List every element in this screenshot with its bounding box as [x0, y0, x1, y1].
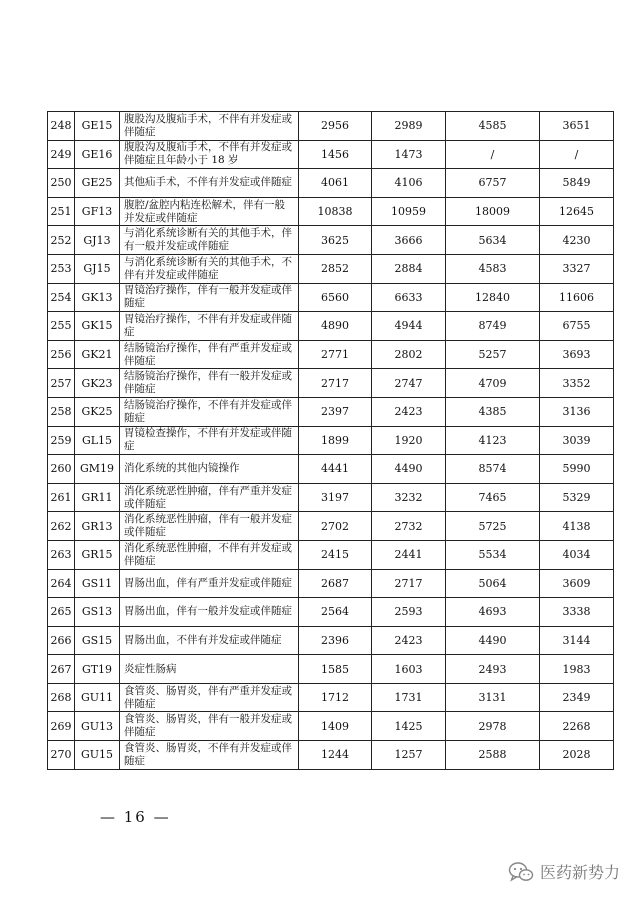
drg-name: 腹腔/盆腔内粘连松解术，伴有一般并发症或伴随症 [120, 197, 299, 226]
row-number: 254 [48, 283, 75, 312]
table-row [48, 226, 614, 255]
value-col-3: 4123 [446, 426, 540, 455]
drg-name: 消化系统恶性肿瘤，伴有一般并发症或伴随症 [120, 512, 299, 541]
value-col-2: 2593 [372, 598, 446, 627]
value-col-2: 2717 [372, 569, 446, 598]
value-col-2: 1425 [372, 712, 446, 741]
drg-name: 胃肠出血，伴有严重并发症或伴随症 [120, 569, 299, 598]
row-number: 262 [48, 512, 75, 541]
drg-code: GK21 [75, 340, 120, 369]
drg-code: GL15 [75, 426, 120, 455]
value-col-1: 6560 [299, 283, 372, 312]
value-col-3: 4693 [446, 598, 540, 627]
drg-name: 胃肠出血，不伴有并发症或伴随症 [120, 626, 299, 655]
table-row [48, 483, 614, 512]
value-col-4: 5849 [540, 169, 614, 198]
value-col-2: 10959 [372, 197, 446, 226]
value-col-4: 12645 [540, 197, 614, 226]
row-number: 269 [48, 712, 75, 741]
table-row [48, 540, 614, 569]
table-row [48, 569, 614, 598]
table-row [48, 426, 614, 455]
value-col-1: 1585 [299, 655, 372, 684]
drg-code: GF13 [75, 197, 120, 226]
drg-code: GK25 [75, 397, 120, 426]
value-col-2: 1257 [372, 741, 446, 770]
value-col-1: 1456 [299, 140, 372, 169]
value-col-3: 2493 [446, 655, 540, 684]
value-col-2: 4944 [372, 312, 446, 341]
value-col-3: 4385 [446, 397, 540, 426]
value-col-1: 4441 [299, 455, 372, 484]
drg-code: GS11 [75, 569, 120, 598]
value-col-2: 3232 [372, 483, 446, 512]
value-col-1: 3625 [299, 226, 372, 255]
value-col-3: 12840 [446, 283, 540, 312]
drg-name: 腹股沟及腹疝手术，不伴有并发症或伴随症 [120, 112, 299, 141]
table-row [48, 655, 614, 684]
value-col-4: 6755 [540, 312, 614, 341]
table-row [48, 283, 614, 312]
value-col-3: 6757 [446, 169, 540, 198]
value-col-3: 5725 [446, 512, 540, 541]
drg-name: 与消化系统诊断有关的其他手术，不伴有并发症或伴随症 [120, 254, 299, 283]
value-col-4: 5990 [540, 455, 614, 484]
value-col-4: 4034 [540, 540, 614, 569]
value-col-3: 7465 [446, 483, 540, 512]
value-col-1: 1409 [299, 712, 372, 741]
value-col-2: 2884 [372, 254, 446, 283]
drg-name: 食管炎、肠胃炎，伴有严重并发症或伴随症 [120, 683, 299, 712]
row-number: 265 [48, 598, 75, 627]
value-col-3: 4585 [446, 112, 540, 141]
table-row [48, 712, 614, 741]
drg-name: 结肠镜治疗操作，伴有严重并发症或伴随症 [120, 340, 299, 369]
drg-name: 胃肠出血，伴有一般并发症或伴随症 [120, 598, 299, 627]
value-col-2: 1473 [372, 140, 446, 169]
drg-name: 与消化系统诊断有关的其他手术，伴有一般并发症或伴随症 [120, 226, 299, 255]
row-number: 270 [48, 741, 75, 770]
value-col-4: 3352 [540, 369, 614, 398]
value-col-3: 5064 [446, 569, 540, 598]
value-col-4: 3338 [540, 598, 614, 627]
value-col-1: 2702 [299, 512, 372, 541]
drg-code: GE25 [75, 169, 120, 198]
value-col-3: 2978 [446, 712, 540, 741]
value-col-4: 4230 [540, 226, 614, 255]
table-row [48, 397, 614, 426]
value-col-1: 1712 [299, 683, 372, 712]
value-col-3: 5534 [446, 540, 540, 569]
value-col-1: 2415 [299, 540, 372, 569]
drg-payment-table [47, 111, 614, 770]
value-col-2: 2423 [372, 397, 446, 426]
drg-name: 结肠镜治疗操作，不伴有并发症或伴随症 [120, 397, 299, 426]
value-col-1: 1899 [299, 426, 372, 455]
row-number: 261 [48, 483, 75, 512]
wechat-icon [508, 861, 534, 883]
drg-name: 腹股沟及腹疝手术，不伴有并发症或伴随症且年龄小于 18 岁 [120, 140, 299, 169]
table-row [48, 369, 614, 398]
value-col-2: 6633 [372, 283, 446, 312]
row-number: 260 [48, 455, 75, 484]
drg-code: GK15 [75, 312, 120, 341]
value-col-2: 2732 [372, 512, 446, 541]
row-number: 255 [48, 312, 75, 341]
value-col-3: 3131 [446, 683, 540, 712]
row-number: 264 [48, 569, 75, 598]
table-row [48, 741, 614, 770]
value-col-2: 2802 [372, 340, 446, 369]
value-col-2: 1731 [372, 683, 446, 712]
drg-code: GT19 [75, 655, 120, 684]
row-number: 258 [48, 397, 75, 426]
value-col-1: 10838 [299, 197, 372, 226]
value-col-1: 2717 [299, 369, 372, 398]
drg-code: GJ15 [75, 254, 120, 283]
row-number: 266 [48, 626, 75, 655]
value-col-3: 4490 [446, 626, 540, 655]
value-col-3: 4709 [446, 369, 540, 398]
watermark-text: 医药新势力 [539, 863, 620, 882]
row-number: 249 [48, 140, 75, 169]
value-col-1: 2564 [299, 598, 372, 627]
row-number: 253 [48, 254, 75, 283]
drg-code: GR15 [75, 540, 120, 569]
value-col-4: 11606 [540, 283, 614, 312]
value-col-1: 4061 [299, 169, 372, 198]
value-col-1: 3197 [299, 483, 372, 512]
value-col-1: 4890 [299, 312, 372, 341]
drg-name: 食管炎、肠胃炎，不伴有并发症或伴随症 [120, 741, 299, 770]
value-col-4: 3039 [540, 426, 614, 455]
table-row [48, 512, 614, 541]
value-col-3: 18009 [446, 197, 540, 226]
drg-code: GE16 [75, 140, 120, 169]
value-col-3: 4583 [446, 254, 540, 283]
drg-code: GK23 [75, 369, 120, 398]
drg-name: 食管炎、肠胃炎，伴有一般并发症或伴随症 [120, 712, 299, 741]
drg-code: GK13 [75, 283, 120, 312]
value-col-4: / [540, 140, 614, 169]
value-col-4: 3327 [540, 254, 614, 283]
value-col-4: 4138 [540, 512, 614, 541]
row-number: 263 [48, 540, 75, 569]
drg-name: 消化系统的其他内镜操作 [120, 455, 299, 484]
value-col-2: 2989 [372, 112, 446, 141]
table-row [48, 312, 614, 341]
table-row [48, 112, 614, 141]
value-col-4: 3693 [540, 340, 614, 369]
value-col-2: 2423 [372, 626, 446, 655]
drg-code: GJ13 [75, 226, 120, 255]
value-col-4: 3144 [540, 626, 614, 655]
table-row [48, 598, 614, 627]
row-number: 256 [48, 340, 75, 369]
drg-code: GR13 [75, 512, 120, 541]
drg-code: GU11 [75, 683, 120, 712]
row-number: 268 [48, 683, 75, 712]
value-col-1: 2771 [299, 340, 372, 369]
value-col-2: 4490 [372, 455, 446, 484]
drg-name: 胃镜治疗操作，伴有一般并发症或伴随症 [120, 283, 299, 312]
drg-name: 消化系统恶性肿瘤，不伴有并发症或伴随症 [120, 540, 299, 569]
table-row [48, 626, 614, 655]
value-col-3: / [446, 140, 540, 169]
value-col-1: 2396 [299, 626, 372, 655]
value-col-2: 2747 [372, 369, 446, 398]
value-col-4: 1983 [540, 655, 614, 684]
value-col-2: 1603 [372, 655, 446, 684]
table-row [48, 455, 614, 484]
drg-code: GU13 [75, 712, 120, 741]
drg-name: 消化系统恶性肿瘤，伴有严重并发症或伴随症 [120, 483, 299, 512]
value-col-4: 3609 [540, 569, 614, 598]
row-number: 251 [48, 197, 75, 226]
table-row [48, 254, 614, 283]
value-col-1: 2852 [299, 254, 372, 283]
drg-name: 炎症性肠病 [120, 655, 299, 684]
value-col-3: 8749 [446, 312, 540, 341]
value-col-3: 5257 [446, 340, 540, 369]
row-number: 250 [48, 169, 75, 198]
value-col-4: 2028 [540, 741, 614, 770]
row-number: 248 [48, 112, 75, 141]
watermark [508, 860, 620, 883]
value-col-4: 3651 [540, 112, 614, 141]
value-col-2: 1920 [372, 426, 446, 455]
row-number: 259 [48, 426, 75, 455]
drg-name: 胃镜治疗操作，不伴有并发症或伴随症 [120, 312, 299, 341]
row-number: 267 [48, 655, 75, 684]
value-col-3: 2588 [446, 741, 540, 770]
drg-code: GU15 [75, 741, 120, 770]
table-row [48, 169, 614, 198]
value-col-1: 1244 [299, 741, 372, 770]
table-row [48, 340, 614, 369]
value-col-1: 2687 [299, 569, 372, 598]
drg-name: 胃镜检查操作，不伴有并发症或伴随症 [120, 426, 299, 455]
value-col-4: 2268 [540, 712, 614, 741]
value-col-4: 2349 [540, 683, 614, 712]
drg-code: GR11 [75, 483, 120, 512]
value-col-2: 3666 [372, 226, 446, 255]
table-row [48, 140, 614, 169]
drg-code: GS15 [75, 626, 120, 655]
drg-name: 其他疝手术，不伴有并发症或伴随症 [120, 169, 299, 198]
table-row [48, 197, 614, 226]
value-col-1: 2397 [299, 397, 372, 426]
drg-code: GM19 [75, 455, 120, 484]
value-col-4: 3136 [540, 397, 614, 426]
row-number: 252 [48, 226, 75, 255]
row-number: 257 [48, 369, 75, 398]
page-number: — 16 — [100, 808, 171, 826]
value-col-4: 5329 [540, 483, 614, 512]
drg-code: GS13 [75, 598, 120, 627]
value-col-1: 2956 [299, 112, 372, 141]
drg-code: GE15 [75, 112, 120, 141]
value-col-2: 4106 [372, 169, 446, 198]
drg-name: 结肠镜治疗操作，伴有一般并发症或伴随症 [120, 369, 299, 398]
value-col-3: 8574 [446, 455, 540, 484]
value-col-3: 5634 [446, 226, 540, 255]
table-row [48, 683, 614, 712]
value-col-2: 2441 [372, 540, 446, 569]
